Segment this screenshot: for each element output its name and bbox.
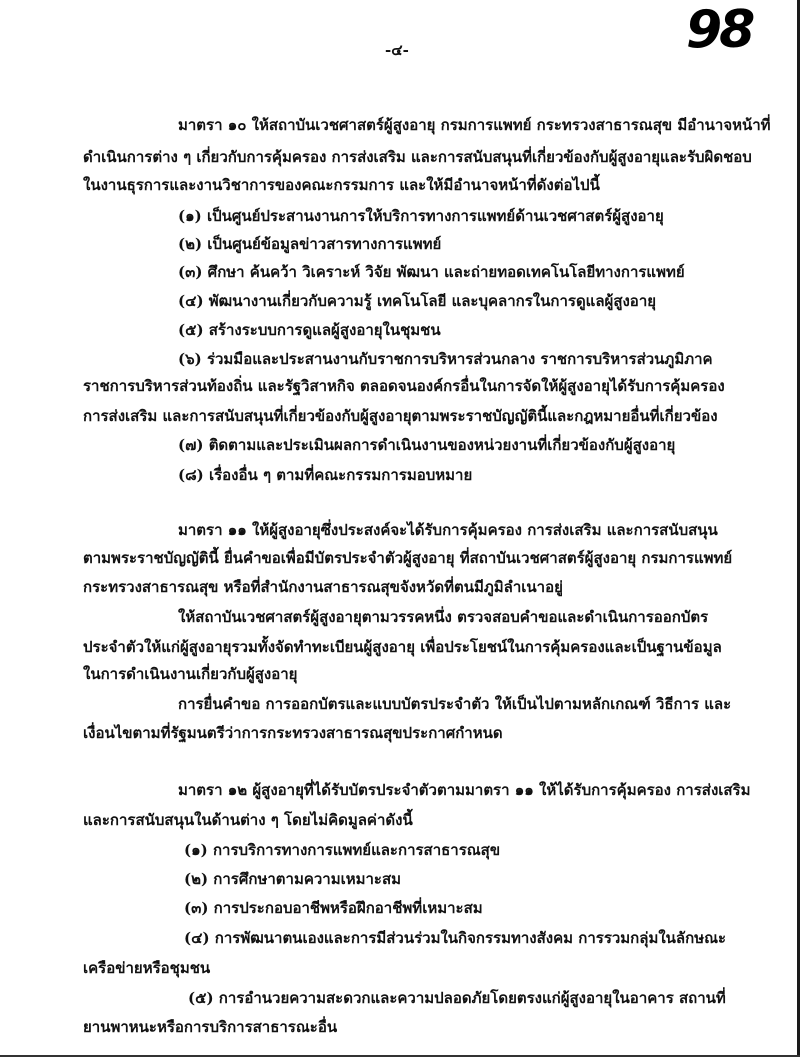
text-line: ตามพระราชบัญญัตินี้ ยื่นคำขอเพื่อมีบัตรประจำตัวผู้สูงอายุ ที่สถาบันเวชศาสตร์ผู้สูงอายุ กรมการแพทย์ <box>83 549 733 567</box>
list-item: (๓) ศึกษา ค้นคว้า วิเคราะห์ วิจัย พัฒนา และถ่ายทอดเทคโนโลยีทางการแพทย์ <box>178 263 685 281</box>
text-line: เครือข่ายหรือชุมชน <box>83 959 211 977</box>
list-item: (๒) เป็นศูนย์ข้อมูลข่าวสารทางการแพทย์ <box>178 235 442 253</box>
text-line: ให้สถาบันเวชศาสตร์ผู้สูงอายุตามวรรคหนึ่ง ตรวจสอบคำขอและดำเนินการออกบัตร <box>178 608 709 626</box>
list-item: (๓) การประกอบอาชีพหรือฝึกอาชีพที่เหมาะสม <box>184 899 483 917</box>
text-line: และการสนับสนุนในด้านต่าง ๆ โดยไม่คิดมูลค่าดังนี้ <box>83 811 413 829</box>
handwritten-page-number: 98 <box>686 0 753 60</box>
list-item: (๗) ติดตามและประเมินผลการดำเนินงานของหน่วยงานที่เกี่ยวข้องกับผู้สูงอายุ <box>178 436 676 454</box>
text-line: การยื่นคำขอ การออกบัตรและแบบบัตรประจำตัว ให้เป็นไปตามหลักเกณฑ์ วิธีการ และ <box>178 695 732 713</box>
list-item: (๕) การอำนวยความสะดวกและความปลอดภัยโดยตรงแก่ผู้สูงอายุในอาคาร สถานที่ <box>188 989 726 1007</box>
text-line: ในการดำเนินงานเกี่ยวกับผู้สูงอายุ <box>83 665 298 683</box>
text-line: การส่งเสริม และการสนับสนุนที่เกี่ยวข้องกับผู้สูงอายุตามพระราชบัญญัตินี้และกฎหมายอื่นที่เกี่ยวข้อง <box>83 407 718 425</box>
text-line: เงื่อนไขตามที่รัฐมนตรีว่าการกระทรวงสาธารณสุขประกาศกำหนด <box>83 724 503 742</box>
list-item: (๑) เป็นศูนย์ประสานงานการให้บริการทางการแพทย์ด้านเวชศาสตร์ผู้สูงอายุ <box>178 207 664 225</box>
list-item: (๖) ร่วมมือและประสานงานกับราชการบริหารส่วนกลาง ราชการบริหารส่วนภูมิภาค <box>178 350 713 368</box>
text-line: กระทรวงสาธารณสุข หรือที่สำนักงานสาธารณสุขจังหวัดที่ตนมีภูมิลำเนาอยู่ <box>83 578 563 596</box>
section-10-heading-line: มาตรา ๑๐ ให้สถาบันเวชศาสตร์ผู้สูงอายุ กรมการแพทย์ กระทรวงสาธารณสุข มีอำนาจหน้าที่ <box>178 116 771 134</box>
text-line: ราชการบริหารส่วนท้องถิ่น และรัฐวิสาหกิจ ตลอดจนองค์กรอื่นในการจัดให้ผู้สูงอายุได้รับการคุ้มครอง <box>83 377 725 395</box>
list-item: (๕) สร้างระบบการดูแลผู้สูงอายุในชุมชน <box>178 321 441 339</box>
text-line: ยานพาหนะหรือการบริการสาธารณะอื่น <box>83 1018 338 1036</box>
section-11-heading-line: มาตรา ๑๑ ให้ผู้สูงอายุซึ่งประสงค์จะได้รับการคุ้มครอง การส่งเสริม และการสนับสนุน <box>178 521 718 539</box>
list-item: (๔) การพัฒนาตนเองและการมีส่วนร่วมในกิจกรรมทางสังคม การรวมกลุ่มในลักษณะ <box>184 929 727 947</box>
text-line: ประจำตัวให้แก่ผู้สูงอายุรวมทั้งจัดทำทะเบียนผู้สูงอายุ เพื่อประโยชน์ในการคุ้มครองและเป็นฐานข้อมูล <box>83 638 722 656</box>
page-number: -๔- <box>385 41 409 59</box>
list-item: (๔) พัฒนางานเกี่ยวกับความรู้ เทคโนโลยี และบุคลากรในการดูแลผู้สูงอายุ <box>178 292 657 310</box>
section-12-heading-line: มาตรา ๑๒ ผู้สูงอายุที่ได้รับบัตรประจำตัวตามมาตรา ๑๑ ให้ได้รับการคุ้มครอง การส่งเสริม <box>178 781 751 799</box>
text-line: ดำเนินการต่าง ๆ เกี่ยวกับการคุ้มครอง การส่งเสริม และการสนับสนุนที่เกี่ยวข้องกับผู้สูงอายุและรับผิดชอบ <box>83 148 752 166</box>
list-item: (๒) การศึกษาตามความเหมาะสม <box>184 870 402 888</box>
list-item: (๑) การบริการทางการแพทย์และการสาธารณสุข <box>184 841 501 859</box>
text-line: ในงานธุรการและงานวิชาการของคณะกรรมการ และให้มีอำนาจหน้าที่ดังต่อไปนี้ <box>83 176 600 194</box>
list-item: (๘) เรื่องอื่น ๆ ตามที่คณะกรรมการมอบหมาย <box>178 466 473 484</box>
